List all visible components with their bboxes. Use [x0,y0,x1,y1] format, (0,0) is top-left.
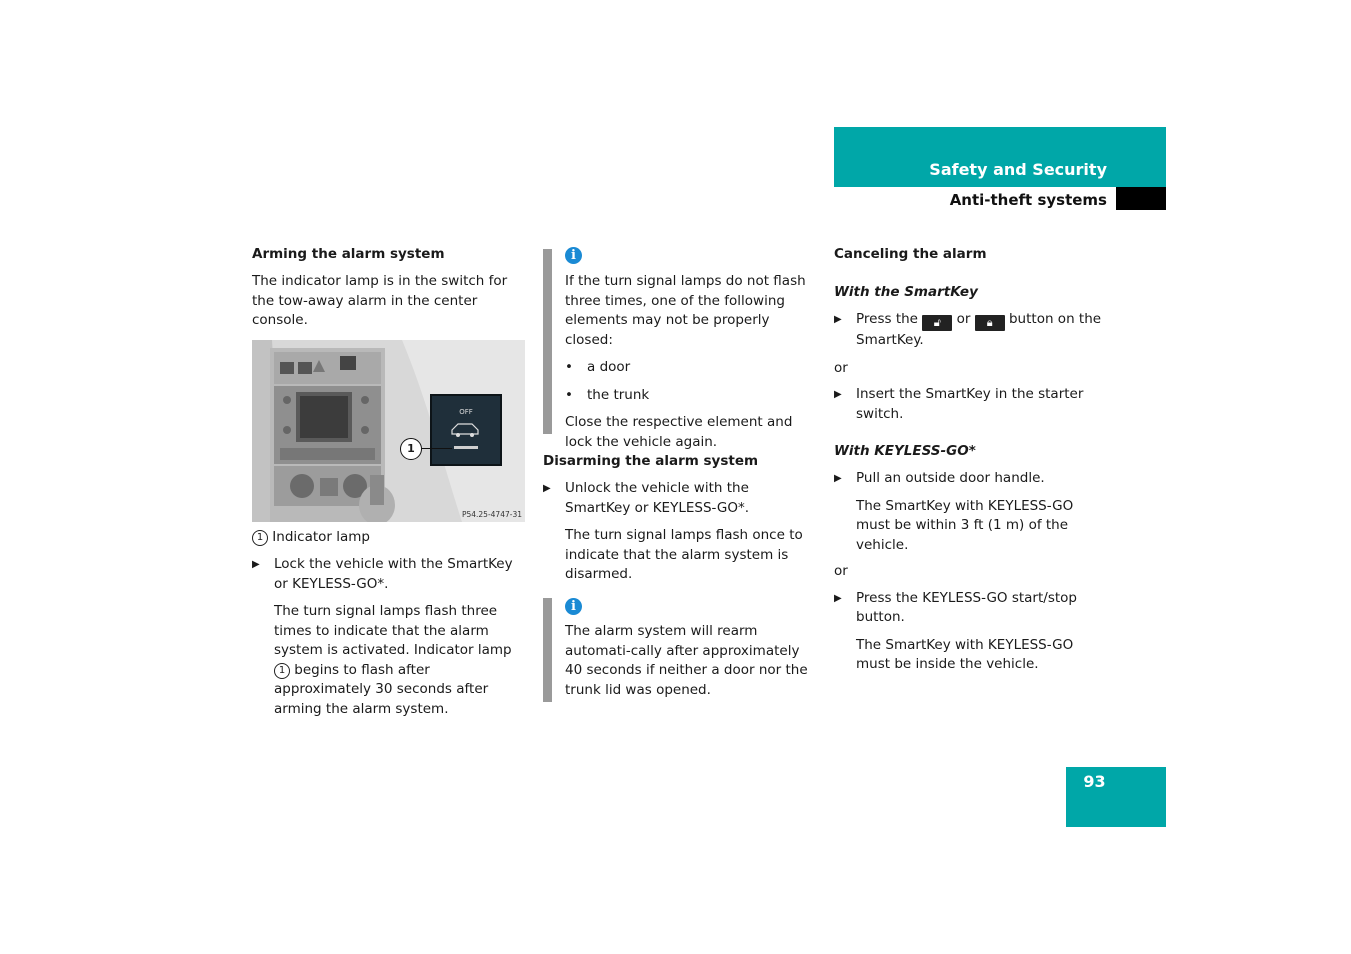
cancel-step-1-text [856,310,1109,351]
with-keyless-go-subheading: With KEYLESS-GO* [834,443,976,459]
arming-result [252,602,527,719]
step-arrow-icon: ▶ [834,473,842,484]
cancel-step-4-text: Press the KEYLESS-GO start/stop button. [856,589,1077,625]
step-arrow-icon: ▶ [252,559,260,570]
cancel-step-3-text: Pull an outside door handle. [856,470,1045,486]
cancel-step-1-part2: button on the SmartKey. [856,311,1102,348]
image-ref-code: P54.25-4747-31 [461,509,522,519]
alarm-switch-closeup [430,394,502,466]
cancel-step-1-or: or [956,311,971,327]
info1-bullet-door: • a door [565,358,817,378]
disarming-heading: Disarming the alarm system [543,453,759,469]
cancel-result-3: The SmartKey with KEYLESS-GO must be within 3 ft (1 m) of the vehicle. [856,497,1074,553]
legend [252,528,527,548]
info-icon: i [565,247,582,264]
info2-bar [543,598,552,702]
center-console-image [252,340,525,522]
disarming-step [543,479,817,518]
info1-bullet-trunk: • the trunk [565,386,817,406]
cancel-step-2-text: Insert the SmartKey in the starter switch. [856,386,1084,422]
or-separator-1: or [834,359,848,376]
with-smartkey-subheading: With the SmartKey [834,284,978,300]
info-icon: i [565,598,582,615]
subsection-title: Anti-theft systems [949,191,1107,209]
cancel-step-1 [834,310,1109,351]
car-alarm-icon [432,396,500,464]
arming-result-part2: begins to flash after approximately 30 seconds after arming the alarm system. [274,661,489,717]
info1-text: If the turn signal lamps do not flash three times, one of the following elements may not be properly closed: [565,273,806,348]
step-arrow-icon: ▶ [543,483,551,494]
cancel-step-2 [834,385,1109,424]
result-number: 1 [274,663,290,679]
subsection-marker [1116,187,1166,210]
canceling-heading: Canceling the alarm [834,246,987,262]
disarming-step-text: Unlock the vehicle with the SmartKey or KEYLESS-GO*. [565,480,750,516]
arming-heading: Arming the alarm system [252,246,445,262]
section-title: Safety and Security [929,160,1107,179]
info1-bar [543,249,552,434]
disarming-section [543,452,817,585]
info1-close-text: Close the respective element and lock the vehicle again. [565,414,793,450]
legend-text: Indicator lamp [272,528,370,545]
callout-marker: 1 [400,438,422,460]
info2 [565,598,817,700]
arming-step [252,555,527,594]
step-arrow-icon: ▶ [834,314,842,325]
cancel-step-1-part1: Press the [856,311,918,327]
disarming-result: The turn signal lamps flash once to indicate that the alarm system is disarmed. [565,527,803,582]
column-1 [252,245,527,719]
step-arrow-icon: ▶ [834,389,842,400]
switch-off-label: OFF [459,407,473,416]
cancel-result-4: The SmartKey with KEYLESS-GO must be inside the vehicle. [856,636,1074,672]
unlock-button-icon: 🔓︎ [922,315,952,331]
legend-number: 1 [252,530,268,546]
cancel-step-4 [834,589,1109,628]
cancel-step-3 [834,469,1109,489]
page-number: 93 [1083,772,1106,791]
arming-step-text: Lock the vehicle with the SmartKey or KEYLESS-GO*. [274,556,513,592]
column-3 [834,245,1109,675]
column-2 [565,247,817,452]
arming-intro: The indicator lamp is in the switch for the tow-away alarm in the center console. [252,273,508,328]
step-arrow-icon: ▶ [834,592,842,604]
callout-line [422,448,452,449]
info2-text: The alarm system will rearm automati-cally after approximately 40 seconds if neither a door nor the trunk lid was opened. [565,623,808,698]
or-separator-2: or [834,563,848,579]
arming-result-part1: The turn signal lamps flash three times to indicate that the alarm system is activated. Indicator lamp [274,603,512,658]
lock-button-icon: 🔒︎ [975,315,1005,331]
